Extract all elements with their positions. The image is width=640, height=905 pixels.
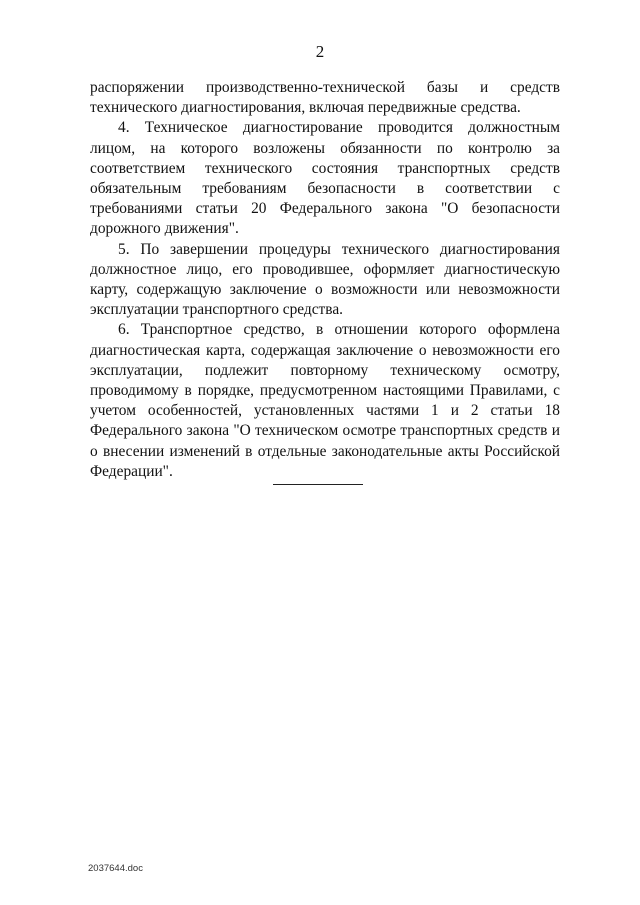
paragraph-item-6: 6. Транспортное средство, в отношении которого оформлена диагностическая карта, содержащая заключение о невозможности его эксплуатации, подлежит повторному техническому осмотру, проводимому в порядке, предусмотренном настоящими Правилами, с учетом особенностей, установленных частями 1 и 2 статьи 18 Федерального закона "О техническом осмотре транспортных средств и о внесении изменений в отдельные законодательные акты Российской Федерации".: [90, 321, 560, 480]
paragraph-item-4: 4. Техническое диагностирование проводится должностным лицом, на которого возложены обязанности по контролю за соответствием технического состояния транспортных средств обязательным требованиям безопасности в соответствии с требованиями статьи 20 Федерального закона "О безопасности дорожного движения".: [90, 119, 560, 238]
paragraph-item-5: 5. По завершении процедуры технического диагностирования должностное лицо, его проводившее, оформляет диагностическую карту, содержащую заключение о возможности или невозможности эксплуатации транспортного средства.: [90, 240, 560, 319]
paragraph-continuation: распоряжении производственно-технической базы и средств технического диагностирования, включая передвижные средства.: [90, 79, 560, 117]
file-reference: 2037644.doc: [88, 863, 143, 874]
page-number: 2: [315, 42, 325, 61]
end-of-document-rule: [273, 484, 363, 485]
document-body: [90, 78, 560, 482]
